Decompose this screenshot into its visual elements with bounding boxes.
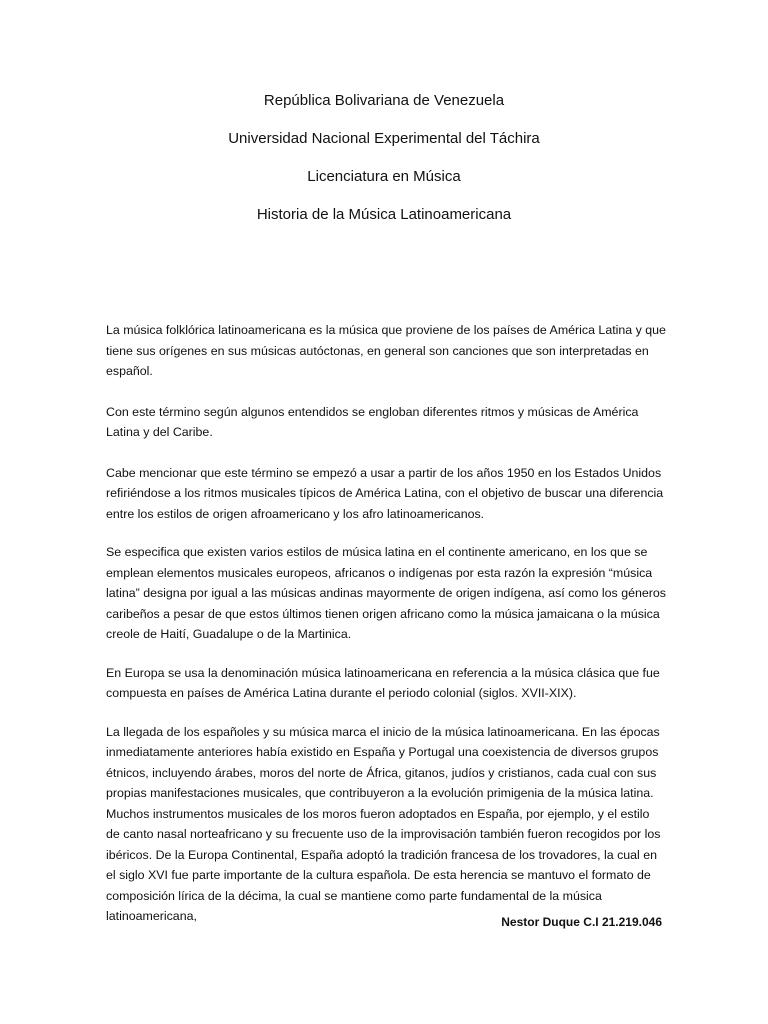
header-program: Licenciatura en Música	[307, 168, 461, 185]
author-signature: Nestor Duque C.I 21.219.046	[501, 915, 662, 929]
paragraph-europe: En Europa se usa la denominación música latinoamericana en referencia a la música clásica que fue compuesta en países de América Latina durante el periodo colonial (siglos. XVII-XIX).	[106, 665, 660, 700]
header-university: Universidad Nacional Experimental del Táchira	[228, 130, 540, 147]
document-body	[106, 320, 666, 945]
document-header	[0, 90, 768, 242]
paragraph-history: La llegada de los españoles y su música marca el inicio de la música latinoamericana. En las épocas inmediatamente anteriores había existido en España y Portugal una coexistencia de diversos grupos étnicos, incluyendo árabes, moros del norte de África, gitanos, judíos y cristianos, cada cual con sus propias manifestaciones musicales, que contribuyeron a la evolución primigenia de la música latina. Muchos instrumentos musicales de los moros fueron adoptados en España, por ejemplo, y el estilo de canto nasal norteafricano y su frecuente uso de la improvisación también fueron recogidos por los ibéricos. De la Europa Continental, España adoptó la tradición francesa de los trovadores, la cual en el siglo XVI fue parte importante de la cultura española. De esta herencia se mantuvo el formato de composición lírica de la décima, la cual se mantiene como parte fundamental de la música latinoamericana,	[106, 724, 661, 923]
header-country: República Bolivariana de Venezuela	[263, 92, 505, 109]
paragraph-term-scope: Con este término según algunos entendidos se engloban diferentes ritmos y músicas de América Latina y del Caribe.	[106, 404, 639, 439]
paragraph-term-origin: Cabe mencionar que este término se empezó a usar a partir de los años 1950 en los Estados Unidos refiriéndose a los ritmos musicales típicos de América Latina, con el objetivo de buscar una diferencia entre los estilos de origen afroamericano y los afro latinoamericanos.	[106, 465, 664, 521]
paragraph-styles: Se especifica que existen varios estilos de música latina en el continente americano, en los que se emplean elementos musicales europeos, africanos o indígenas por esta razón la expresión “música latina” designa por igual a las músicas andinas mayormente de origen indígena, así como los géneros caribeños a pesar de que estos últimos tienen origen africano como la música jamaicana o la música creole de Haití, Guadalupe o de la Martinica.	[106, 545, 666, 641]
header-course: Historia de la Música Latinoamericana	[256, 206, 512, 223]
paragraph-definition: La música folklórica latinoamericana es la música que proviene de los países de América Latina y que tiene sus orígenes en sus músicas autóctonas, en general son canciones que son interpretadas en español.	[106, 323, 666, 378]
